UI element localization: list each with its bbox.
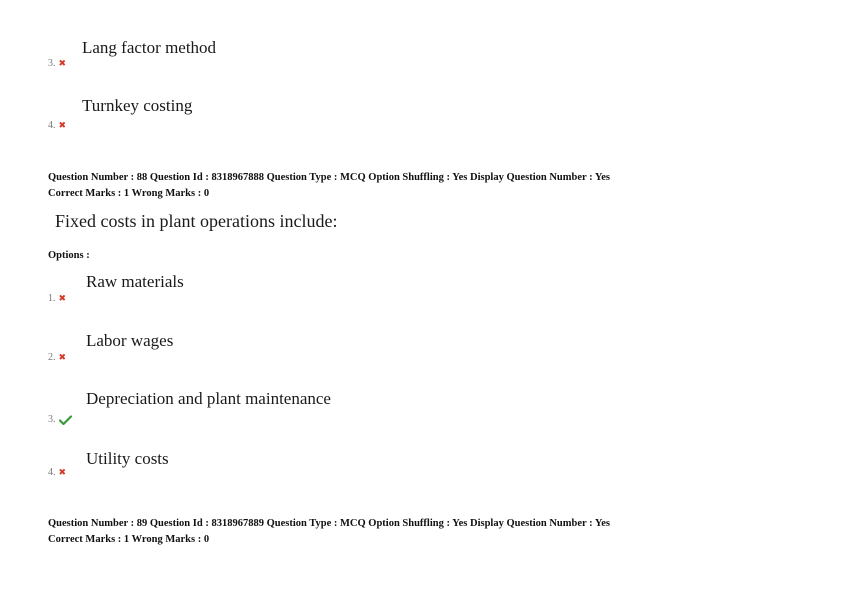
checkmark-icon	[59, 415, 72, 425]
prev-option-3-text: Lang factor method	[82, 38, 217, 57]
option-number: 3.	[48, 58, 56, 69]
option-2-number	[48, 352, 66, 363]
cross-icon: ✖	[58, 467, 67, 478]
prev-option-4-number	[48, 120, 66, 131]
options-label: Options :	[48, 250, 90, 261]
option-1-text: Raw materials	[86, 272, 184, 291]
question-89-meta: Question Number : 89 Question Id : 8318967889 Question Type : MCQ Option Shuffling : Yes Display Question Number : Yes	[48, 518, 611, 529]
option-3-text: Depreciation and plant maintenance	[86, 389, 331, 408]
question-89-marks: Correct Marks : 1 Wrong Marks : 0	[48, 534, 210, 545]
option-4-text: Utility costs	[86, 449, 169, 468]
cross-icon: ✖	[58, 58, 67, 69]
option-3-number	[48, 414, 72, 425]
option-4-number	[48, 467, 66, 478]
question-88-text: Fixed costs in plant operations include:	[55, 211, 338, 231]
option-number: 4.	[48, 467, 56, 478]
option-number: 4.	[48, 120, 56, 131]
option-2-text: Labor wages	[86, 331, 174, 350]
prev-option-3-number	[48, 58, 66, 69]
option-number: 3.	[48, 414, 56, 425]
option-number: 2.	[48, 352, 56, 363]
cross-icon: ✖	[58, 352, 67, 363]
cross-icon: ✖	[58, 120, 67, 131]
option-number: 1.	[48, 293, 56, 304]
cross-icon: ✖	[58, 293, 67, 304]
question-88-meta: Question Number : 88 Question Id : 8318967888 Question Type : MCQ Option Shuffling : Yes Display Question Number : Yes	[48, 172, 611, 183]
option-1-number	[48, 293, 66, 304]
prev-option-4-text: Turnkey costing	[82, 96, 193, 115]
question-88-marks: Correct Marks : 1 Wrong Marks : 0	[48, 188, 210, 199]
